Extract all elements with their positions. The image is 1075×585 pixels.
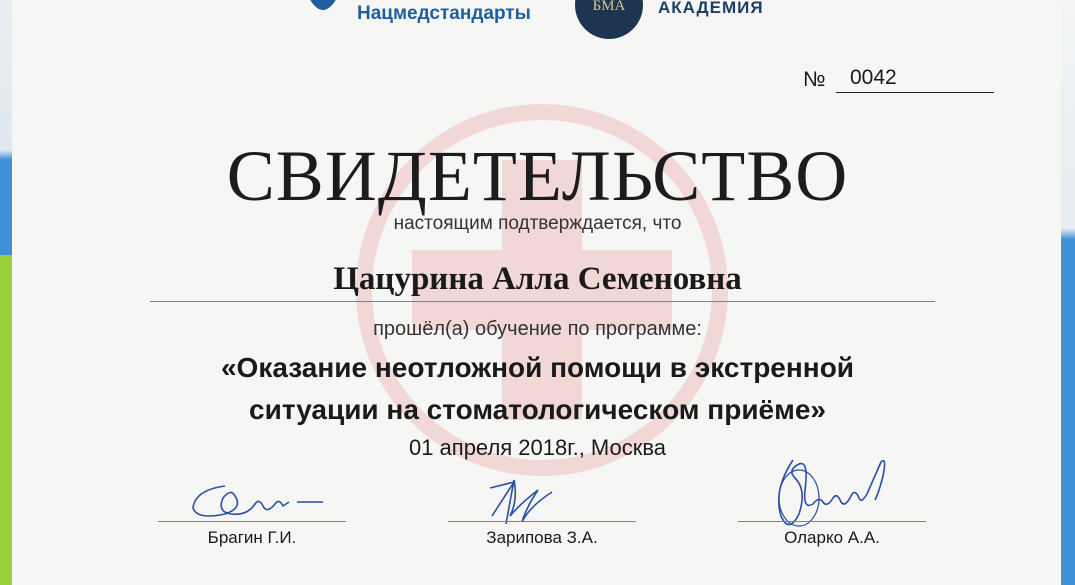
program-line-1: «Оказание неотложной помощи в экстренной [220, 352, 855, 383]
recipient-name: Цацурина Алла Семеновна [333, 261, 742, 297]
academy-emblem-icon [574, 0, 644, 40]
signature-name-3: Оларко А.А. [784, 528, 880, 547]
logo-right-text: АКАДЕМИЯ [658, 0, 764, 17]
signature-line-2 [448, 521, 636, 522]
certificate-number: 0042 [836, 66, 994, 93]
program-title [0, 347, 1075, 431]
signature-olarko-icon [765, 450, 895, 540]
confirm-text: настоящим подтверждается, что [393, 213, 682, 234]
signature-name-1: Брагин Г.И. [207, 528, 297, 547]
certificate-title: СВИДЕТЕЛЬСТВО [226, 136, 849, 216]
signature-bragin-icon [185, 478, 335, 524]
trained-text: прошёл(а) обучение по программе: [373, 318, 702, 340]
date-place: 01 апреля 2018г., Москва [408, 435, 667, 460]
signature-line-3 [738, 521, 926, 522]
name-underline [150, 301, 935, 302]
signature-line-1 [158, 521, 346, 522]
number-sign: № [803, 68, 826, 91]
program-line-2: ситуации на стоматологическом приёме» [249, 394, 826, 425]
logo-left-text: Нацмедстандарты [357, 3, 531, 24]
logo-right-mark: БМА [592, 0, 626, 14]
signature-zaripova-icon [480, 476, 570, 534]
nacmedstandarty-logo-icon [300, 0, 346, 24]
signature-name-2: Зарипова З.А. [486, 528, 598, 547]
